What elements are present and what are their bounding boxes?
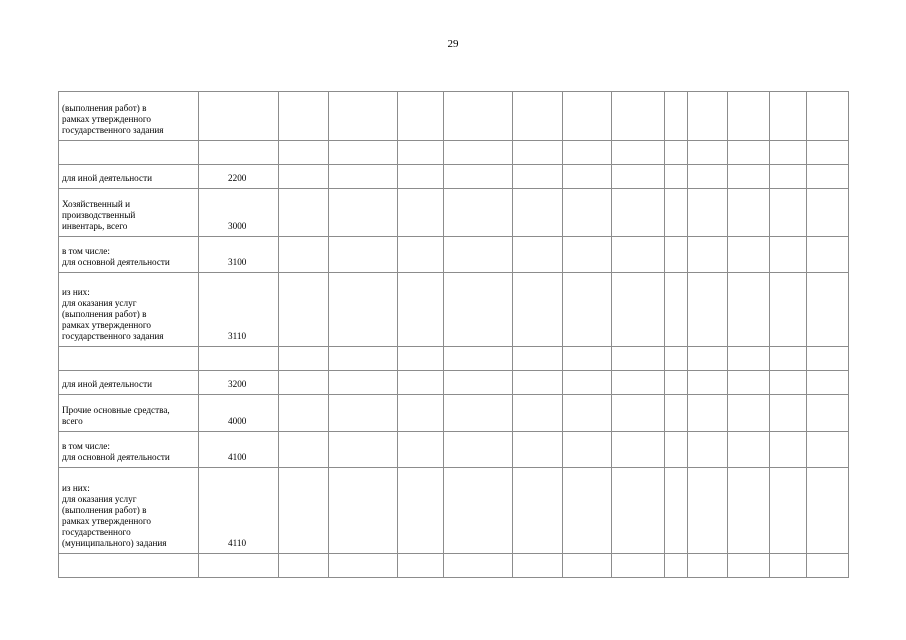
value-cell — [612, 371, 665, 395]
value-cell — [563, 432, 612, 468]
value-cell — [513, 237, 563, 273]
value-cell — [807, 189, 849, 237]
value-cell — [807, 165, 849, 189]
value-cell — [444, 92, 513, 141]
value-cell — [728, 371, 770, 395]
value-cell — [563, 347, 612, 371]
table-row — [59, 432, 849, 468]
value-cell — [513, 347, 563, 371]
row-code: 3000 — [199, 189, 279, 237]
value-cell — [329, 371, 398, 395]
value-cell — [728, 165, 770, 189]
value-cell — [688, 237, 728, 273]
value-cell — [563, 92, 612, 141]
value-cell — [329, 347, 398, 371]
value-cell — [770, 347, 807, 371]
value-cell — [279, 141, 329, 165]
value-cell — [807, 141, 849, 165]
row-label: Прочие основные средства, всего — [59, 395, 199, 432]
value-cell — [279, 189, 329, 237]
value-cell — [329, 395, 398, 432]
value-cell — [688, 371, 728, 395]
value-cell — [329, 92, 398, 141]
row-code: 2200 — [199, 165, 279, 189]
value-cell — [513, 554, 563, 578]
value-cell — [688, 92, 728, 141]
value-cell — [279, 273, 329, 347]
value-cell — [612, 237, 665, 273]
value-cell — [665, 395, 688, 432]
value-cell — [563, 371, 612, 395]
value-cell — [444, 554, 513, 578]
value-cell — [807, 237, 849, 273]
value-cell — [279, 237, 329, 273]
value-cell — [688, 165, 728, 189]
table-row — [59, 273, 849, 347]
value-cell — [612, 468, 665, 554]
value-cell — [398, 347, 444, 371]
row-label: Хозяйственный и производственный инвентарь, всего — [59, 189, 199, 237]
row-code: 4110 — [199, 468, 279, 554]
row-code: 4100 — [199, 432, 279, 468]
value-cell — [665, 237, 688, 273]
value-cell — [807, 468, 849, 554]
table-row — [59, 92, 849, 141]
row-code: 3100 — [199, 237, 279, 273]
value-cell — [728, 468, 770, 554]
value-cell — [563, 468, 612, 554]
value-cell — [563, 189, 612, 237]
value-cell — [728, 395, 770, 432]
value-cell — [513, 92, 563, 141]
row-label: (выполнения работ) в рамках утвержденного государственного задания — [59, 92, 199, 141]
value-cell — [444, 347, 513, 371]
value-cell — [728, 554, 770, 578]
value-cell — [688, 395, 728, 432]
value-cell — [612, 141, 665, 165]
value-cell — [279, 92, 329, 141]
value-cell — [279, 468, 329, 554]
value-cell — [563, 395, 612, 432]
row-label: для иной деятельности — [59, 165, 199, 189]
value-cell — [688, 432, 728, 468]
value-cell — [398, 273, 444, 347]
row-label: для иной деятельности — [59, 371, 199, 395]
value-cell — [329, 432, 398, 468]
row-label: в том числе: для основной деятельности — [59, 237, 199, 273]
value-cell — [728, 189, 770, 237]
value-cell — [807, 395, 849, 432]
value-cell — [279, 371, 329, 395]
value-cell — [513, 468, 563, 554]
value-cell — [444, 371, 513, 395]
value-cell — [770, 165, 807, 189]
value-cell — [612, 92, 665, 141]
value-cell — [444, 237, 513, 273]
value-cell — [688, 189, 728, 237]
value-cell — [665, 273, 688, 347]
row-code — [199, 554, 279, 578]
value-cell — [329, 554, 398, 578]
value-cell — [329, 237, 398, 273]
value-cell — [563, 237, 612, 273]
value-cell — [563, 165, 612, 189]
value-cell — [665, 432, 688, 468]
row-code: 3110 — [199, 273, 279, 347]
value-cell — [728, 92, 770, 141]
value-cell — [513, 371, 563, 395]
value-cell — [807, 92, 849, 141]
value-cell — [329, 165, 398, 189]
value-cell — [612, 395, 665, 432]
value-cell — [563, 554, 612, 578]
value-cell — [398, 189, 444, 237]
value-cell — [513, 141, 563, 165]
value-cell — [770, 92, 807, 141]
row-label: из них: для оказания услуг (выполнения работ) в рамках утвержденного государственного (муниципального) задания — [59, 468, 199, 554]
value-cell — [398, 554, 444, 578]
value-cell — [444, 395, 513, 432]
table-row — [59, 165, 849, 189]
value-cell — [807, 371, 849, 395]
value-cell — [770, 432, 807, 468]
value-cell — [770, 189, 807, 237]
row-label: в том числе: для основной деятельности — [59, 432, 199, 468]
value-cell — [807, 347, 849, 371]
value-cell — [279, 432, 329, 468]
row-code — [199, 92, 279, 141]
value-cell — [513, 165, 563, 189]
value-cell — [665, 141, 688, 165]
value-cell — [279, 347, 329, 371]
value-cell — [728, 141, 770, 165]
value-cell — [444, 273, 513, 347]
value-cell — [665, 165, 688, 189]
value-cell — [688, 347, 728, 371]
value-cell — [665, 468, 688, 554]
table-row — [59, 468, 849, 554]
value-cell — [612, 189, 665, 237]
value-cell — [612, 165, 665, 189]
table-row — [59, 554, 849, 578]
value-cell — [398, 371, 444, 395]
value-cell — [329, 273, 398, 347]
value-cell — [612, 432, 665, 468]
table-row — [59, 237, 849, 273]
value-cell — [728, 347, 770, 371]
value-cell — [513, 189, 563, 237]
value-cell — [513, 273, 563, 347]
value-cell — [444, 468, 513, 554]
value-cell — [770, 273, 807, 347]
row-code — [199, 141, 279, 165]
value-cell — [513, 432, 563, 468]
value-cell — [688, 554, 728, 578]
value-cell — [665, 92, 688, 141]
value-cell — [728, 432, 770, 468]
value-cell — [398, 165, 444, 189]
value-cell — [612, 347, 665, 371]
value-cell — [665, 371, 688, 395]
row-label — [59, 554, 199, 578]
value-cell — [398, 432, 444, 468]
value-cell — [770, 468, 807, 554]
value-cell — [688, 468, 728, 554]
value-cell — [770, 371, 807, 395]
value-cell — [329, 468, 398, 554]
value-cell — [770, 237, 807, 273]
value-cell — [398, 395, 444, 432]
value-cell — [513, 395, 563, 432]
value-cell — [279, 554, 329, 578]
value-cell — [665, 554, 688, 578]
value-cell — [329, 141, 398, 165]
value-cell — [612, 554, 665, 578]
value-cell — [665, 347, 688, 371]
value-cell — [563, 141, 612, 165]
table-row — [59, 189, 849, 237]
value-cell — [807, 554, 849, 578]
value-cell — [770, 141, 807, 165]
value-cell — [688, 141, 728, 165]
value-cell — [279, 165, 329, 189]
page-number: 29 — [447, 38, 459, 50]
row-code: 3200 — [199, 371, 279, 395]
value-cell — [728, 273, 770, 347]
row-label — [59, 141, 199, 165]
row-label — [59, 347, 199, 371]
value-cell — [329, 189, 398, 237]
value-cell — [398, 237, 444, 273]
value-cell — [444, 189, 513, 237]
value-cell — [444, 432, 513, 468]
value-cell — [279, 395, 329, 432]
table-row — [59, 395, 849, 432]
row-label: из них: для оказания услуг (выполнения работ) в рамках утвержденного государственного задания — [59, 273, 199, 347]
value-cell — [563, 273, 612, 347]
value-cell — [807, 432, 849, 468]
value-cell — [398, 92, 444, 141]
value-cell — [444, 165, 513, 189]
value-cell — [612, 273, 665, 347]
report-table — [58, 91, 849, 578]
value-cell — [688, 273, 728, 347]
value-cell — [728, 237, 770, 273]
value-cell — [665, 189, 688, 237]
value-cell — [770, 554, 807, 578]
value-cell — [770, 395, 807, 432]
row-code: 4000 — [199, 395, 279, 432]
value-cell — [807, 273, 849, 347]
row-code — [199, 347, 279, 371]
table-row — [59, 141, 849, 165]
value-cell — [398, 468, 444, 554]
table-row — [59, 371, 849, 395]
value-cell — [398, 141, 444, 165]
value-cell — [444, 141, 513, 165]
table-row — [59, 347, 849, 371]
